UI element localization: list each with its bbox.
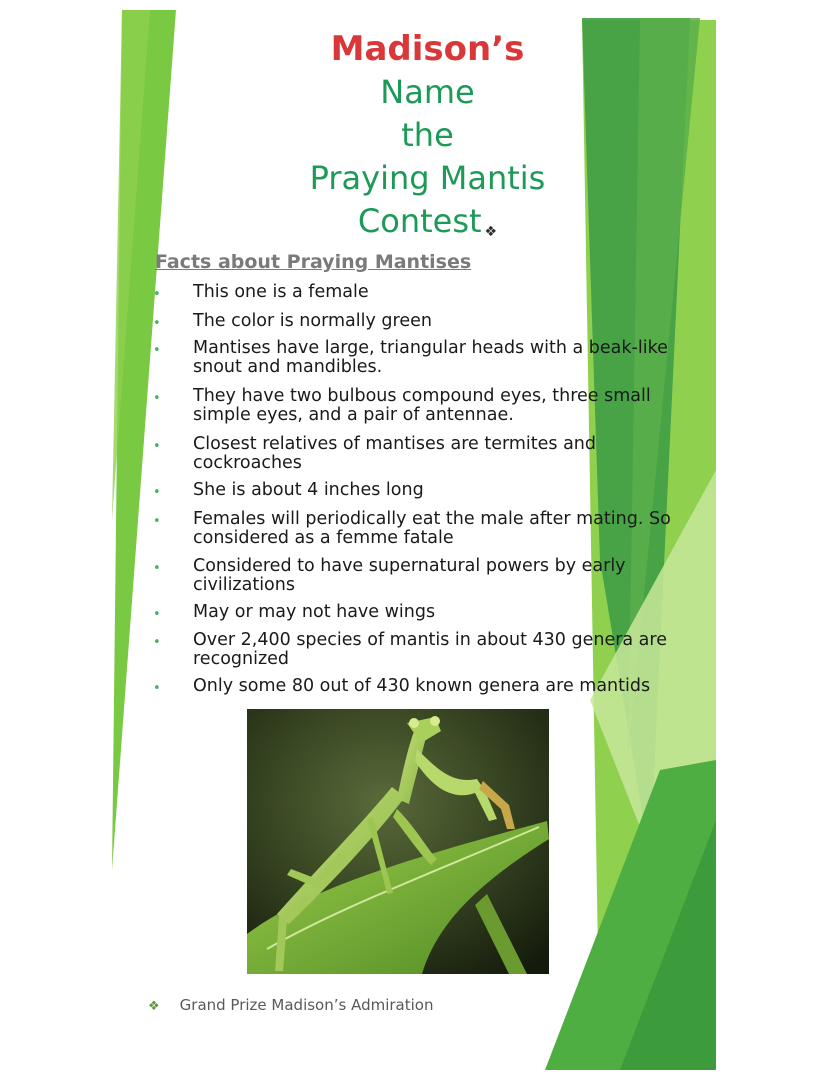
- contest-title: [230, 28, 625, 254]
- title-line-name: Name: [380, 73, 475, 111]
- bullet-icon: •: [153, 287, 161, 302]
- bullet-icon: •: [153, 391, 161, 406]
- bullet-icon: •: [153, 635, 161, 650]
- fact-text: The color is normally green: [193, 311, 432, 331]
- bullet-icon: •: [153, 514, 161, 529]
- fact-text: May or may not have wings: [193, 602, 436, 622]
- bullet-icon: •: [153, 485, 161, 500]
- fact-text: Considered to have supernatural powers by early civilizations: [193, 556, 626, 595]
- fact-text: They have two bulbous compound eyes, three small simple eyes, and a pair of antennae.: [193, 386, 651, 425]
- facts-heading: Facts about Praying Mantises: [155, 251, 472, 273]
- bullet-icon: •: [153, 343, 161, 358]
- bullet-icon: •: [153, 439, 161, 454]
- title-line-contest: Contest: [357, 202, 482, 240]
- footer-text: Grand Prize Madison’s Admiration: [179, 996, 434, 1014]
- fact-text: She is about 4 inches long: [193, 480, 424, 500]
- title-owner: Madison’s: [330, 29, 525, 69]
- fact-text: Mantises have large, triangular heads with a beak-like snout and mandibles.: [193, 338, 668, 377]
- bullet-icon: •: [153, 681, 161, 696]
- fact-text: This one is a female: [193, 282, 369, 302]
- fact-text: Only some 80 out of 430 known genera are mantids: [193, 676, 651, 696]
- mantis-illustration: [247, 709, 549, 974]
- bullet-icon: •: [153, 607, 161, 622]
- fact-text: Over 2,400 species of mantis in about 430 genera are recognized: [193, 630, 667, 669]
- title-line-praying-mantis: Praying Mantis: [309, 159, 546, 197]
- footer-line: [148, 996, 433, 1014]
- title-line-the: the: [401, 116, 454, 154]
- fact-text: Females will periodically eat the male after mating. So considered as a femme fatale: [193, 509, 671, 548]
- bullet-icon: •: [153, 561, 161, 576]
- fact-text: Closest relatives of mantises are termites and cockroaches: [193, 434, 597, 473]
- diamond-bullet-icon: ❖: [148, 999, 160, 1014]
- title-line-contest-row: [230, 200, 625, 254]
- mantis-photo: [247, 709, 549, 974]
- diamond-bullet-icon: ❖: [484, 224, 498, 240]
- bullet-icon: •: [153, 316, 161, 331]
